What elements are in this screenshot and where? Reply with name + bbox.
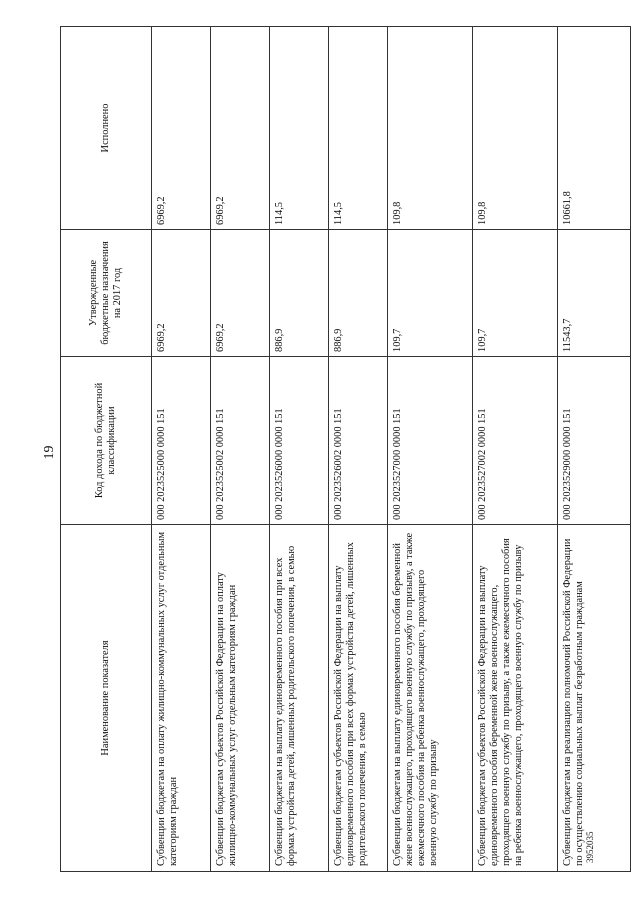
- cell-name: Субвенции бюджетам на выплату единовременного пособия беременной жене военнослужащего, проходящего военную службу по призыву, а также ежемесячного пособия на ребенка военнослужащего, проходящего военную службу по призыву: [388, 525, 473, 872]
- cell-executed: 114,5: [329, 27, 388, 230]
- cell-code: 000 2023527000 0000 151: [388, 357, 473, 525]
- table-row: [329, 27, 388, 872]
- budget-table: [60, 26, 631, 872]
- cell-approved: 11543,7: [558, 230, 631, 357]
- cell-executed: 109,8: [388, 27, 473, 230]
- table-row: [211, 27, 270, 872]
- document-code: 3952035: [585, 831, 595, 863]
- cell-name: Субвенции бюджетам на оплату жилищно-коммунальных услуг отдельным категориям граждан: [152, 525, 211, 872]
- cell-approved: 886,9: [270, 230, 329, 357]
- cell-code: 000 2023527002 0000 151: [473, 357, 558, 525]
- header-approved-2017: Утвержденные бюджетные назначения на 2017 год: [61, 230, 152, 357]
- table-row: [388, 27, 473, 872]
- cell-executed: 114,5: [270, 27, 329, 230]
- table-row: [473, 27, 558, 872]
- cell-approved: 109,7: [473, 230, 558, 357]
- cell-executed: 6969,2: [152, 27, 211, 230]
- cell-executed: 10661,8: [558, 27, 631, 230]
- cell-code: 000 2023525002 0000 151: [211, 357, 270, 525]
- table-row: [270, 27, 329, 872]
- cell-approved: 6969,2: [152, 230, 211, 357]
- cell-name: Субвенции бюджетам на выплату единовременного пособия при всех формах устройства детей, лишенных родительского попечения, в семью: [270, 525, 329, 872]
- header-executed: Исполнено: [61, 27, 152, 230]
- table-row: [558, 27, 631, 872]
- cell-name: Субвенции бюджетам субъектов Российской Федерации на выплату единовременного пособия при всех формах устройства детей, лишенных родительского попечения, в семью: [329, 525, 388, 872]
- cell-code: 000 2023525000 0000 151: [152, 357, 211, 525]
- cell-code: 000 2023526002 0000 151: [329, 357, 388, 525]
- cell-executed: 6969,2: [211, 27, 270, 230]
- cell-approved: 886,9: [329, 230, 388, 357]
- cell-name: Субвенции бюджетам на реализацию полномочий Российской Федерации по осуществлению социальных выплат безработным гражданам: [558, 525, 631, 872]
- cell-name: Субвенции бюджетам субъектов Российской Федерации на оплату жилищно-коммунальных услуг отдельным категориям граждан: [211, 525, 270, 872]
- table-header-row: [61, 27, 152, 872]
- cell-code: 000 2023529000 0000 151: [558, 357, 631, 525]
- cell-approved: 6969,2: [211, 230, 270, 357]
- cell-code: 000 2023526000 0000 151: [270, 357, 329, 525]
- table-row: [152, 27, 211, 872]
- cell-name: Субвенции бюджетам субъектов Российской Федерации на выплату единовременного пособия беременной жене военнослужащего, проходящего военную службу по призыву, а также ежемесячного пособия на ребенка военнослужащего, проходящего военную службу по призыву: [473, 525, 558, 872]
- cell-executed: 109,8: [473, 27, 558, 230]
- header-income-code: Код дохода по бюджетной классификации: [61, 357, 152, 525]
- page-number: 19: [42, 445, 57, 460]
- cell-approved: 109,7: [388, 230, 473, 357]
- header-indicator-name: Наименование показателя: [61, 525, 152, 872]
